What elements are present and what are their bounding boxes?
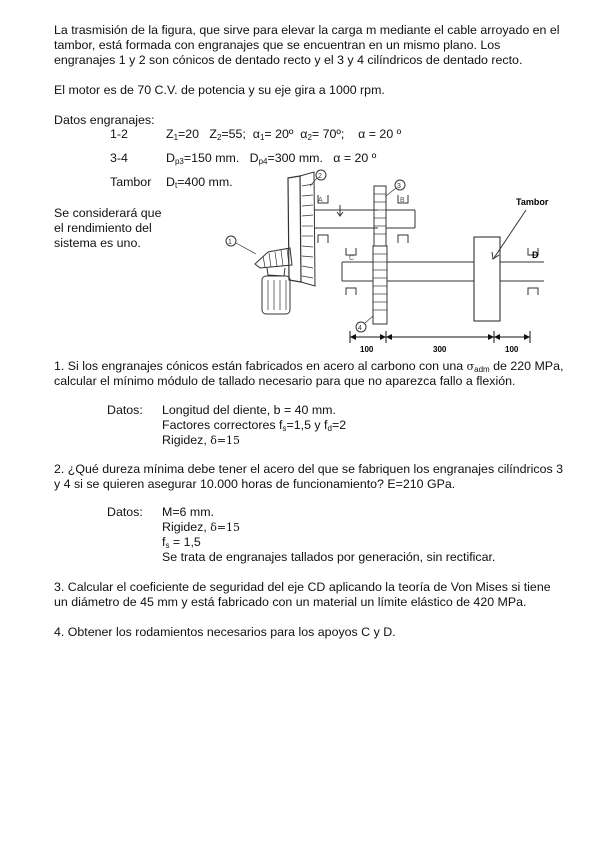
motor-text: El motor es de 70 C.V. de potencia y su eje gira a 1000 rpm. [54, 83, 385, 97]
gear-row-2-values: $D_{p3}=150$ mm. $D_{p4}=300$ mm. α = 20 º [166, 151, 377, 166]
tambor-label: Tambor [516, 197, 549, 207]
intro-line-1: La trasmisión de la figura, que sirve para elevar la carga m mediante el cable arroyado en el [54, 23, 560, 37]
transmission-figure [0, 0, 600, 360]
q2-dato-1: M=6 mm. [162, 505, 214, 519]
gear-row-2-label: 3-4 [110, 151, 128, 165]
gear-row-3-label: Tambor [110, 175, 152, 189]
gear-row-1-label: 1-2 [110, 127, 128, 141]
bearing-d-label: D [532, 250, 539, 260]
q1-dato-2: Factores correctores $f_s=1,5$ y $f_d=2$ [162, 418, 347, 433]
note-line-3: sistema es uno. [54, 236, 141, 250]
q2-dato-4: Se trata de engranajes tallados por generación, sin rectificar. [162, 550, 496, 564]
dim-300: 300 [433, 345, 447, 354]
bearing-b-label: B [400, 197, 405, 204]
note-line-2: el rendimiento del [54, 221, 152, 235]
gear-1-number: 1 [228, 239, 232, 246]
q2-dato-2: Rigidez, δ=15 [162, 520, 241, 534]
note-line-1: Se considerará que [54, 206, 162, 220]
gear-row-1-values: $Z_1=20$ $Z_2=55$; $\alpha_1=$ 20º $\alpha_2=$ 70º; α = 20 º [166, 127, 402, 142]
intro-line-3: engranajes 1 y 2 son cónicos de dentado recto y el 3 y 4 cilíndricos de dentado recto. [54, 53, 523, 67]
q1-line-2: calcular el mínimo módulo de tallado necesario para que no aparezca fallo a flexión. [54, 374, 516, 388]
dim-100-right: 100 [505, 345, 519, 354]
intro-line-2: tambor, está formada con engranajes que se encuentran en un mismo plano. Los [54, 38, 501, 52]
q3-line-1: 3. Calcular el coeficiente de seguridad del eje CD aplicando la teoría de Von Mises si tiene [54, 580, 551, 594]
q3-line-2: un diámetro de 45 mm y está fabricado con un material un límite elástico de 420 MPa. [54, 595, 527, 609]
q2-dato-3: $f_s = 1,5$ [162, 535, 201, 550]
q2-line-2: y 4 si se quieren asegurar 10.000 horas de funcionamiento? E=210 GPa. [54, 477, 456, 491]
datos-title: Datos engranajes: [54, 113, 155, 127]
q2-line-1: 2. ¿Qué dureza mínima debe tener el acero del que se fabriquen los engranajes cilíndricos 3 [54, 462, 564, 476]
gear-row-3-values: $D_t=400$ mm. [166, 175, 233, 190]
gear-4-number: 4 [358, 325, 362, 332]
q1-line-1: 1. Si los engranajes cónicos están fabricados en acero al carbono con una $\sigma_{adm}$ de 220 MPa, [54, 359, 564, 374]
gear-2-number: 2 [318, 173, 322, 180]
bearing-a-label: A [318, 197, 323, 204]
q1-datos-label: Datos: [107, 403, 143, 417]
q1-dato-3: Rigidez, δ=15 [162, 433, 241, 447]
q2-datos-label: Datos: [107, 505, 143, 519]
q1-dato-1: Longitud del diente, b = 40 mm. [162, 403, 336, 417]
dim-100-left: 100 [360, 345, 374, 354]
gear-3-number: 3 [397, 183, 401, 190]
bearing-c-label: C [349, 255, 355, 262]
q4-line-1: 4. Obtener los rodamientos necesarios para los apoyos C y D. [54, 625, 396, 639]
